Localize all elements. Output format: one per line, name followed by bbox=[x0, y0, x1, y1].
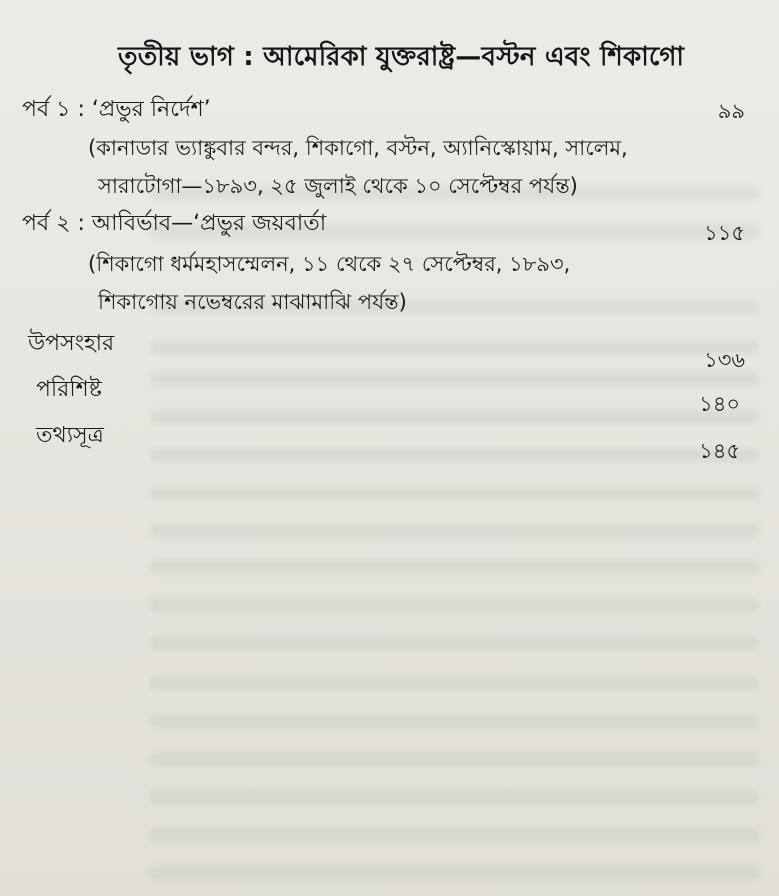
part-1-page-number: ৯৯ bbox=[717, 99, 745, 123]
bleed-through-line bbox=[150, 448, 759, 462]
bleed-through-line bbox=[150, 676, 759, 690]
bleed-through-line bbox=[150, 524, 759, 538]
backmatter-appendix-label: পরিশিষ্ট bbox=[36, 377, 102, 402]
part-2-page-number: ১১৫ bbox=[704, 221, 745, 245]
part-2-description-line-2: শিকাগোয় নভেম্বরের মাঝামাঝি পর্যন্ত) bbox=[98, 290, 407, 314]
part-2-description-line-1: (শিকাগো ধর্মমহাসম্মেলন, ১১ থেকে ২৭ সেপ্টেম্বর, ১৮৯৩, bbox=[88, 252, 571, 276]
bleed-through-line bbox=[150, 340, 759, 354]
bleed-through-line bbox=[150, 560, 759, 574]
part-1-description-line-1: (কানাডার ভ্যাঙ্কুবার বন্দর, শিকাগো, বস্টন, অ্যানিস্কোয়াম, সালেম, bbox=[88, 136, 628, 160]
bleed-through-line bbox=[150, 372, 759, 386]
part-1-description-line-2: সারাটোগা—১৮৯৩, ২৫ জুলাই থেকে ১০ সেপ্টেম্বর পর্যন্ত) bbox=[98, 174, 578, 198]
section-title: তৃতীয় ভাগ : আমেরিকা যুক্তরাষ্ট্র—বস্টন এবং শিকাগো bbox=[118, 42, 685, 72]
backmatter-references-label: তথ্যসূত্র bbox=[36, 423, 104, 448]
bleed-through-line bbox=[150, 410, 759, 424]
bleed-through-line bbox=[150, 752, 759, 766]
bleed-through-line bbox=[150, 828, 759, 842]
bleed-through-line bbox=[150, 598, 759, 612]
backmatter-epilogue-label: উপসংহার bbox=[28, 331, 115, 356]
bleed-through-line bbox=[150, 714, 759, 728]
backmatter-appendix-page: ১৪০ bbox=[699, 392, 740, 416]
backmatter-references-page: ১৪৫ bbox=[699, 439, 740, 463]
bleed-through-line bbox=[150, 636, 759, 650]
part-2-heading: পর্ব ২ : আবির্ভাব—‘প্রভুর জয়বার্তা bbox=[22, 211, 327, 236]
backmatter-epilogue-page: ১৩৬ bbox=[704, 348, 745, 372]
bleed-through-line bbox=[150, 790, 759, 804]
bleed-through-line bbox=[150, 866, 759, 880]
part-1-heading: পর্ব ১ : ‘প্রভুর নির্দেশ’ bbox=[22, 97, 211, 122]
bleed-through-line bbox=[150, 486, 759, 500]
